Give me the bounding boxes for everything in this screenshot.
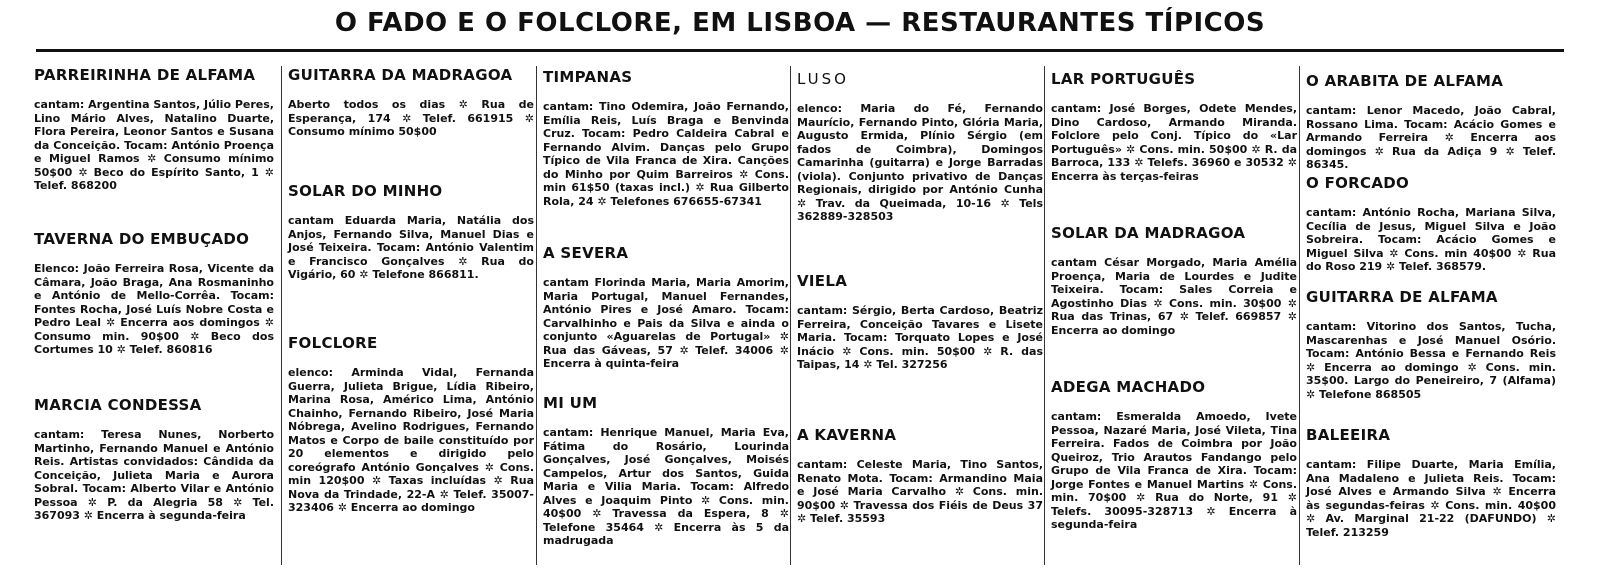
restaurant-entry xyxy=(34,66,274,193)
restaurant-name: VIELA xyxy=(797,272,848,290)
restaurant-entry xyxy=(543,394,789,548)
restaurant-description: Elenco: João Ferreira Rosa, Vicente da Câmara, João Braga, Ana Rosmaninho e António de Mello-Corrêa. Tocam: Fontes Rocha, José Luís Nobre Costa e Pedro Leal ✲ Encerra aos domingos ✲ Consumo min. 90$00 ✲ Beco dos Cortumes 10 ✲ Telef. 860816 xyxy=(34,262,274,356)
column-5 xyxy=(1044,66,1297,565)
restaurant-entry xyxy=(1306,426,1556,539)
restaurant-entry xyxy=(1051,378,1297,532)
restaurant-name: GUITARRA DA MADRAGOA xyxy=(288,66,513,84)
restaurant-entry xyxy=(34,230,274,357)
restaurant-name: O FORCADO xyxy=(1306,174,1410,192)
restaurant-description: cantam: Filipe Duarte, Maria Emília, Ana Madaleno e Julieta Reis. Tocam: José Alves e Armando Silva ✲ Encerra às segundas-feiras ✲ Cons. min. 40$00 ✲ Av. Marginal 21-22 (DAFUNDO) ✲ Telef. 213259 xyxy=(1306,458,1556,539)
title-rule xyxy=(36,49,1564,52)
restaurant-entry xyxy=(797,426,1043,526)
restaurant-entry xyxy=(1306,72,1556,172)
restaurant-description: Aberto todos os dias ✲ Rua de Esperança, 174 ✲ Telef. 661915 ✲ Consumo mínimo 50$00 xyxy=(288,98,534,138)
restaurant-name: A KAVERNA xyxy=(797,426,897,444)
restaurant-entry xyxy=(1051,224,1297,337)
restaurant-name: LUSO xyxy=(797,70,849,88)
restaurant-description: cantam: Celeste Maria, Tino Santos, Renato Mota. Tocam: Armandino Maia e José Maria Carvalho ✲ Cons. min. 90$00 ✲ Travessa dos Fiéis de Deus 37 ✲ Telef. 35593 xyxy=(797,458,1043,525)
restaurant-description: cantam: António Rocha, Mariana Silva, Cecília de Jesus, Miguel Silva e João Sobreira. Tocam: Acácio Gomes e Miguel Silva ✲ Cons. min 40$00 ✲ Rua do Roso 219 ✲ Telef. 368579. xyxy=(1306,206,1556,273)
restaurant-name: MARCIA CONDESSA xyxy=(34,396,202,414)
restaurant-description: cantam: Sérgio, Berta Cardoso, Beatriz Ferreira, Conceição Tavares e Lisete Maria. Tocam: Torquato Lopes e José Inácio ✲ Cons. min. 50$00 ✲ R. das Taipas, 14 ✲ Tel. 327256 xyxy=(797,304,1043,371)
column-4 xyxy=(790,66,1043,565)
restaurant-name: SOLAR DO MINHO xyxy=(288,182,443,200)
restaurant-entry xyxy=(543,244,789,371)
restaurant-description: cantam: José Borges, Odete Mendes, Dino Cardoso, Armando Miranda. Folclore pelo Conj. Típico do «Lar Português» ✲ Cons. min. 50$00 ✲ R. da Barroca, 133 ✲ Telefs. 36960 e 30532 ✲ Encerra às terças-feiras xyxy=(1051,102,1297,183)
restaurant-description: cantam: Lenor Macedo, João Cabral, Rossano Lima. Tocam: Acácio Gomes e Armando Ferreira ✲ Encerra aos domingos ✲ Rua da Adiça 9 ✲ Telef. 86345. xyxy=(1306,104,1556,171)
restaurant-entry xyxy=(797,70,1043,224)
restaurant-entry xyxy=(288,66,534,139)
restaurant-entry xyxy=(34,396,274,523)
restaurant-entry xyxy=(1306,174,1556,274)
restaurant-description: cantam: Teresa Nunes, Norberto Martinho, Fernando Manuel e António Reis. Artistas convidados: Cândida da Conceição, Julieta Maria e Aurora Sobral. Tocam: Alberto Vilar e António Pessoa ✲ P. da Alegria 58 ✲ Tel. 367093 ✲ Encerra à segunda-feira xyxy=(34,428,274,522)
restaurant-description: cantam: Henrique Manuel, Maria Eva, Fátima do Rosário, Lourinda Gonçalves, José Gonçalves, Moisés Campelos, Artur dos Santos, Guida Maria e Vilia Maria. Tocam: Alfredo Alves e Joaquim Pinto ✲ Cons. min. 40$00 ✲ Travessa da Espera, 8 ✲ Telefone 35464 ✲ Encerra às 5 da madrugada xyxy=(543,426,789,547)
restaurant-name: A SEVERA xyxy=(543,244,629,262)
column-6 xyxy=(1299,66,1556,565)
restaurant-name: GUITARRA DE ALFAMA xyxy=(1306,288,1498,306)
restaurant-name: PARREIRINHA DE ALFAMA xyxy=(34,66,256,84)
restaurant-description: cantam César Morgado, Maria Amélia Proença, Maria de Lourdes e Judite Teixeira. Tocam: Sales Correia e Agostinho Dias ✲ Cons. min. 30$00 ✲ Rua das Trinas, 67 ✲ Telef. 669857 ✲ Encerra ao domingo xyxy=(1051,256,1297,337)
restaurant-name: FOLCLORE xyxy=(288,334,378,352)
restaurant-name: TAVERNA DO EMBUÇADO xyxy=(34,230,250,248)
restaurant-description: cantam: Vitorino dos Santos, Tucha, Mascarenhas e José Manuel Osório. Tocam: António Bessa e Fernando Reis ✲ Encerra ao domingo ✲ Cons. min. 35$00. Largo do Peneireiro, 7 (Alfama) ✲ Telefone 868505 xyxy=(1306,320,1556,401)
restaurant-name: BALEEIRA xyxy=(1306,426,1391,444)
page-title: O FADO E O FOLCLORE, EM LISBOA — RESTAURANTES TÍPICOS xyxy=(334,8,1266,38)
restaurant-entry xyxy=(288,182,534,282)
column-1 xyxy=(34,66,274,565)
restaurant-entry xyxy=(543,68,789,208)
restaurant-entry xyxy=(288,334,534,515)
column-2 xyxy=(281,66,534,565)
restaurant-description: cantam Florinda Maria, Maria Amorim, Maria Portugal, Manuel Fernandes, António Pires e José Amaro. Tocam: Carvalhinho e Pais da Silva e ainda o conjunto «Aguarelas de Portugal» ✲ Rua das Gáveas, 57 ✲ Telef. 34006 ✲ Encerra à quinta-feira xyxy=(543,276,789,370)
restaurant-description: cantam Eduarda Maria, Natália dos Anjos, Fernando Silva, Manuel Dias e José Teixeira. Tocam: António Valentim e Francisco Gonçalves ✲ Rua do Vigário, 60 ✲ Telefone 866811. xyxy=(288,214,534,281)
restaurant-name: MI UM xyxy=(543,394,598,412)
restaurant-name: TIMPANAS xyxy=(543,68,633,86)
restaurant-description: cantam: Esmeralda Amoedo, Ivete Pessoa, Nazaré Maria, José Vileta, Tina Ferreira. Fados de Coimbra por João Queiroz, Trio Arautos Fandango pelo Grupo de Vila Franca de Xira. Tocam: Jorge Fontes e Manuel Martins ✲ Cons. min. 70$00 ✲ Rua do Norte, 91 ✲ Telefs. 30095-328713 ✲ Encerra à segunda-feira xyxy=(1051,410,1297,531)
restaurant-description: cantam: Argentina Santos, Júlio Peres, Lino Mário Alves, Natalino Duarte, Flora Pereira, Leonor Santos e Susana da Conceição. Tocam: António Proença e Miguel Ramos ✲ Consumo mínimo 50$00 ✲ Beco do Espírito Santo, 1 ✲ Telef. 868200 xyxy=(34,98,274,192)
restaurant-name: LAR PORTUGUÊS xyxy=(1051,70,1196,88)
restaurant-entry xyxy=(797,272,1043,372)
restaurant-entry xyxy=(1306,288,1556,401)
restaurant-name: ADEGA MACHADO xyxy=(1051,378,1206,396)
restaurant-description: cantam: Tino Odemira, João Fernando, Emília Reis, Luís Braga e Benvinda Cruz. Tocam: Pedro Caldeira Cabral e Fernando Alvim. Danças pelo Grupo Típico de Vila Franca de Xira. Canções do Minho por Quim Barreiros ✲ Cons. min 61$50 (taxas incl.) ✲ Rua Gilberto Rola, 24 ✲ Telefones 676655-67341 xyxy=(543,100,789,208)
column-3 xyxy=(536,66,789,565)
restaurant-entry xyxy=(1051,70,1297,183)
restaurant-description: elenco: Maria do Fé, Fernando Maurício, Fernando Pinto, Glória Maria, Augusto Ermida, Plínio Sérgio (em fados de Coimbra), Domingos Camarinha (guitarra) e Jorge Barradas (viola). Conjunto privativo de Danças Regionais, dirigido por António Cunha ✲ Trav. da Queimada, 10-16 ✲ Tels 362889-328503 xyxy=(797,102,1043,223)
restaurant-name: O ARABITA DE ALFAMA xyxy=(1306,72,1504,90)
restaurant-name: SOLAR DA MADRAGOA xyxy=(1051,224,1246,242)
restaurant-description: elenco: Arminda Vidal, Fernanda Guerra, Julieta Brigue, Lídia Ribeiro, Marina Rosa, Américo Lima, António Chainho, Fernando Ribeiro, José Maria Nóbrega, Avelino Rodrigues, Fernando Matos e Corpo de baile constituído por 20 elementos e dirigido pelo coreógrafo António Gonçalves ✲ Cons. min 120$00 ✲ Taxas incluídas ✲ Rua Nova da Trindade, 22-A ✲ Telef. 35007-323406 ✲ Encerra ao domingo xyxy=(288,366,534,514)
